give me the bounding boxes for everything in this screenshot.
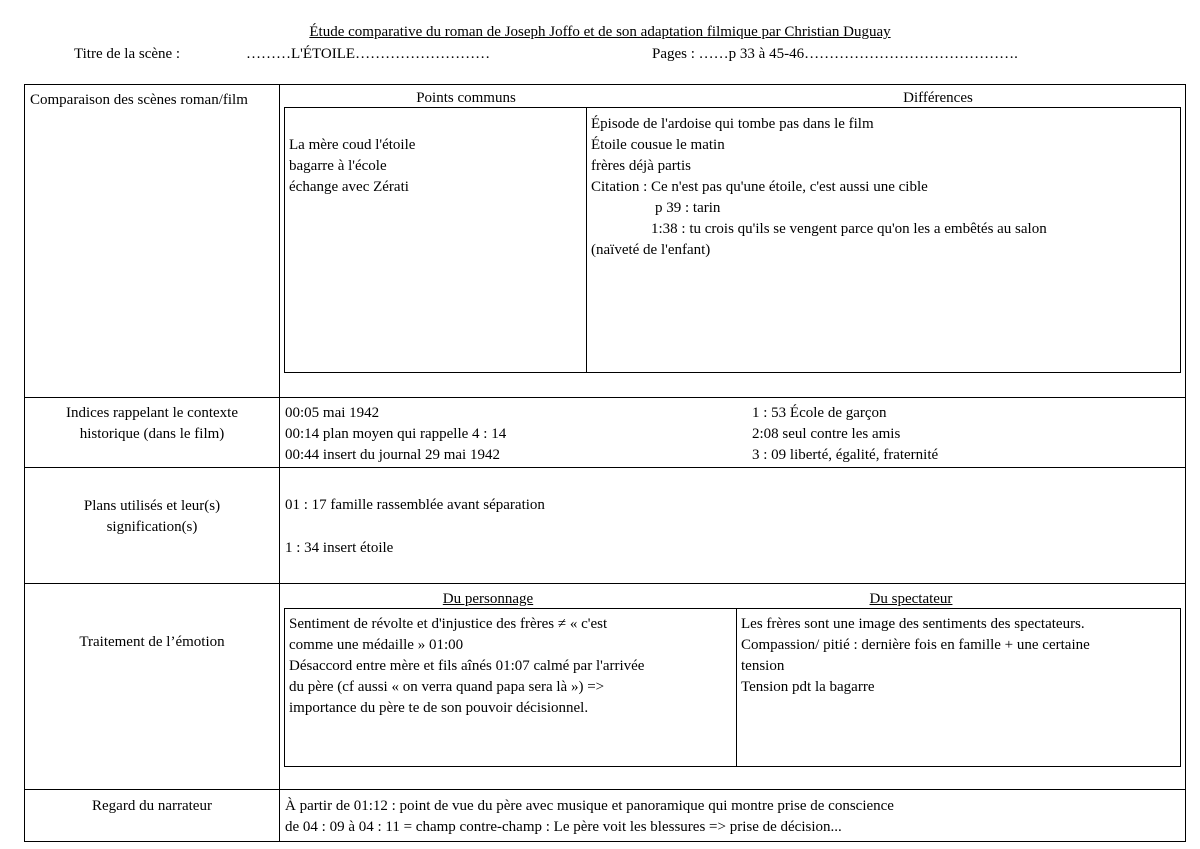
text-line: Tension pdt la bagarre (741, 679, 875, 695)
scene-title-label: Titre de la scène : (74, 46, 181, 62)
list-item: Épisode de l'ardoise qui tombe pas dans le film (591, 116, 874, 132)
spectateur-text (741, 614, 1090, 698)
text-line: Les frères sont une image des sentiments des spectateurs. (741, 616, 1085, 632)
document-title: Étude comparative du roman de Joseph Joffo et de son adaptation filmique par Christian Duguay (309, 24, 891, 40)
text-line: Désaccord entre mère et fils aînés 01:07 calmé par l'arrivée (289, 658, 645, 674)
list-item: frères déjà partis (591, 158, 691, 174)
emotion-label: Traitement de l’émotion (79, 634, 225, 650)
list-item: 1 : 53 École de garçon (752, 405, 887, 421)
narrateur-label: Regard du narrateur (92, 798, 212, 814)
differences-header: Différences (903, 90, 973, 106)
text-line: Sentiment de révolte et d'injustice des frères ≠ « c'est (289, 616, 608, 632)
indices-right-list (752, 403, 938, 466)
indices-left-list (285, 403, 506, 466)
text-line: Compassion/ pitié : dernière fois en famille + une certaine (741, 637, 1090, 653)
plans-item-2: 1 : 34 insert étoile (285, 540, 394, 556)
list-item: 2:08 seul contre les amis (752, 426, 901, 442)
list-item: 00:14 plan moyen qui rappelle 4 : 14 (285, 426, 507, 442)
text-line: À partir de 01:12 : point de vue du père avec musique et panoramique qui montre prise de conscience (285, 798, 894, 814)
text-line: tension (741, 658, 785, 674)
indices-label: Indices rappelant le contexte historique (dans le film) (65, 405, 238, 442)
differences-list (591, 114, 1047, 261)
text-line: de 04 : 09 à 04 : 11 = champ contre-champ : Le père voit les blessures => prise de décision... (285, 819, 842, 835)
comparaison-label: Comparaison des scènes roman/film (30, 92, 248, 108)
text-line: du père (cf aussi « on verra quand papa sera là ») => (289, 679, 605, 695)
text-line: comme une médaille » 01:00 (289, 637, 464, 653)
text-line: importance du père te de son pouvoir décisionnel. (289, 700, 589, 716)
list-item: 1:38 : tu crois qu'ils se vengent parce qu'on les a embêtés au salon (651, 221, 1047, 237)
list-item: Étoile cousue le matin (591, 137, 725, 153)
list-item: 3 : 09 liberté, égalité, fraternité (752, 447, 939, 463)
list-item: Citation : Ce n'est pas qu'une étoile, c'est aussi une cible (591, 179, 928, 195)
list-item: échange avec Zérati (289, 179, 409, 195)
personnage-text (289, 614, 644, 719)
list-item: 00:44 insert du journal 29 mai 1942 (285, 447, 500, 463)
list-item: 00:05 mai 1942 (285, 405, 380, 421)
pages-value: Pages : ……p 33 à 45-46……………………………………. (652, 46, 1018, 62)
plans-item-1: 01 : 17 famille rassemblée avant séparation (285, 497, 545, 513)
list-item: p 39 : tarin (655, 200, 721, 216)
points-communs-header: Points communs (416, 90, 516, 106)
list-item: La mère coud l'étoile (289, 137, 416, 153)
list-item: bagarre à l'école (289, 158, 387, 174)
spectateur-header: Du spectateur (869, 591, 953, 607)
list-item: (naïveté de l'enfant) (591, 242, 711, 258)
narrateur-text (285, 796, 894, 838)
common-list (289, 135, 415, 198)
personnage-header: Du personnage (442, 591, 534, 607)
plans-label: Plans utilisés et leur(s) signification(s) (83, 498, 221, 535)
scene-title-value: ………L'ÉTOILE……………………… (246, 46, 491, 62)
